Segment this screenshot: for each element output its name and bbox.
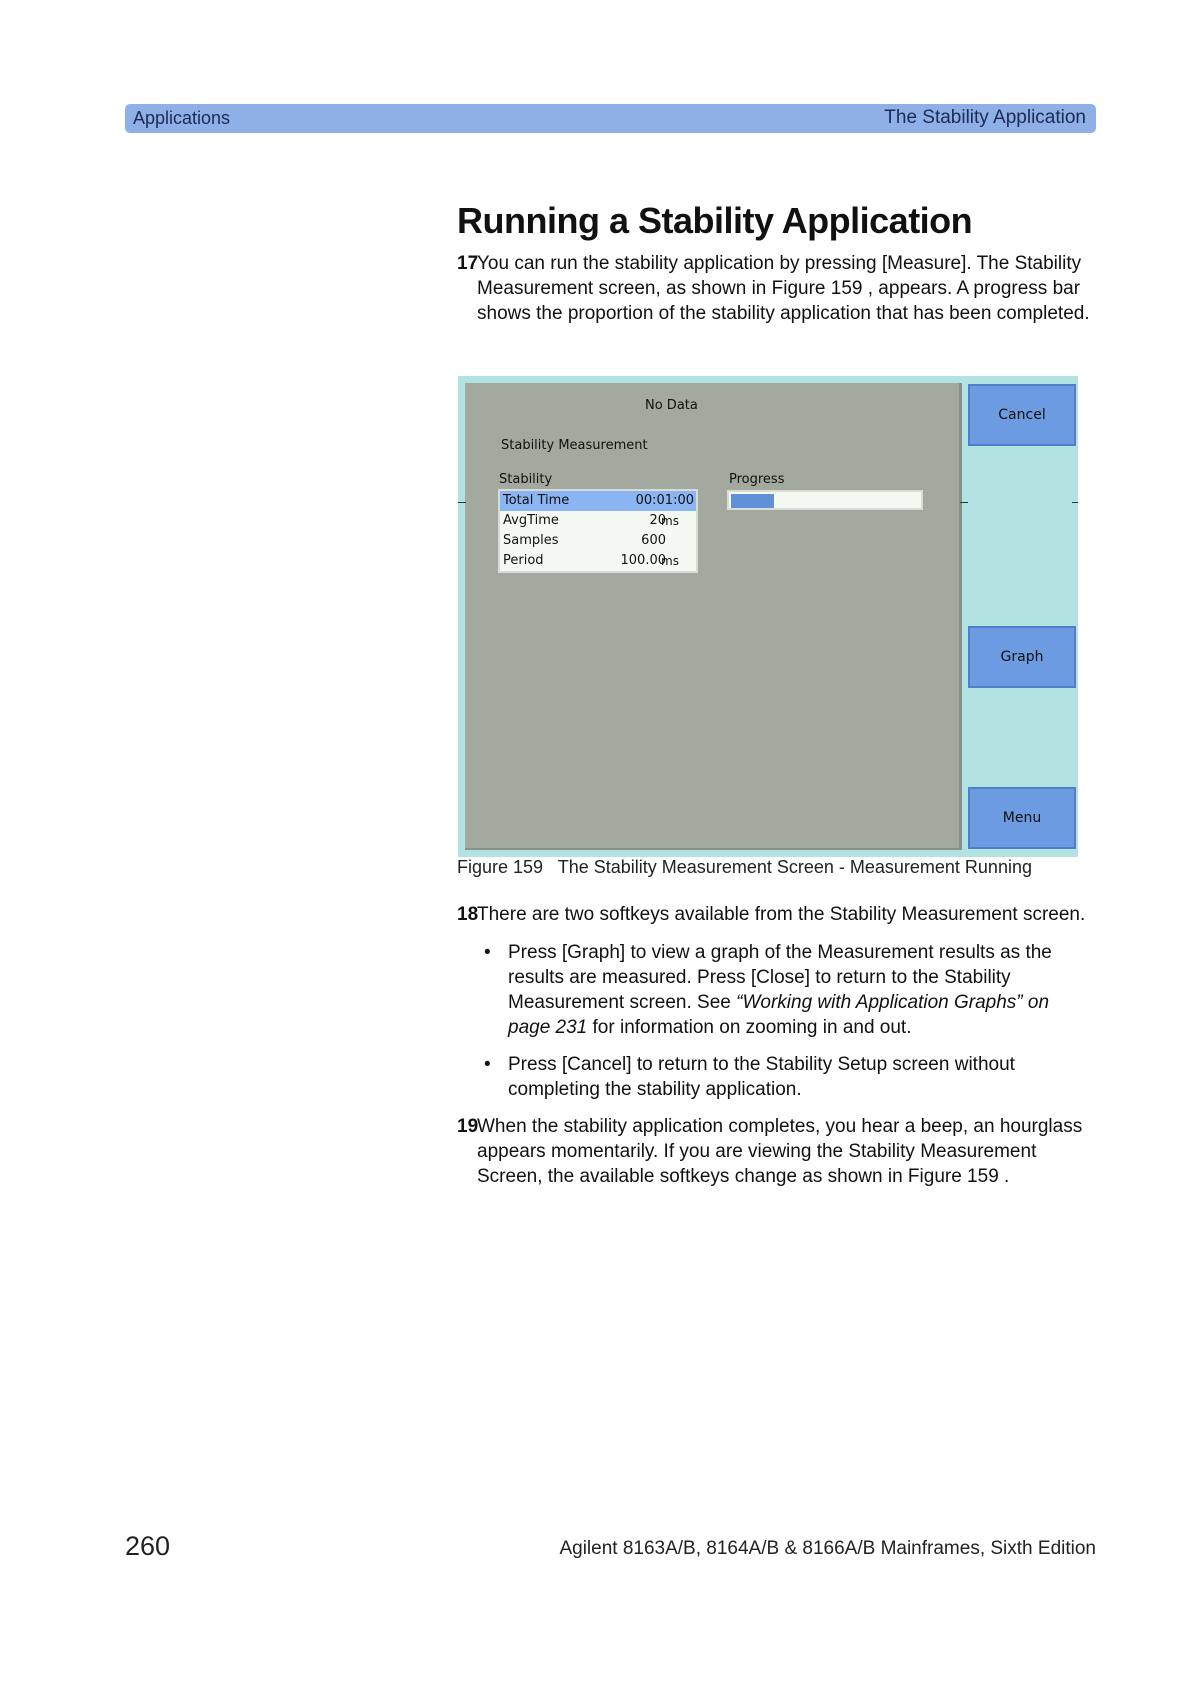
step-number: 18	[457, 904, 479, 925]
screen-edge-tick	[960, 502, 968, 503]
section-title: Running a Stability Application	[457, 200, 973, 241]
progress-bar	[727, 490, 923, 510]
screen-status-text: No Data	[645, 398, 698, 413]
figure-caption	[457, 857, 1032, 878]
param-value: 100.00	[620, 553, 666, 568]
graph-softkey[interactable]: Graph	[968, 626, 1076, 688]
step-text: You can run the stability application by pressing [Measure]. The Stability Measurement screen, as shown in Figure 159 , appears. A progress bar shows the proportion of the stability application that has been completed.	[477, 253, 1090, 324]
progress-bar-fill	[731, 494, 774, 508]
step-17	[457, 251, 1097, 326]
figure-caption-text: The Stability Measurement Screen - Measurement Running	[557, 857, 1032, 877]
stability-label: Stability	[499, 472, 553, 487]
param-key: Period	[503, 553, 544, 568]
figure-number: Figure 159	[457, 857, 544, 877]
page-number: 260	[125, 1531, 171, 1561]
param-key: Total Time	[503, 493, 570, 508]
step-18	[457, 902, 1097, 927]
stability-parameter-table	[498, 489, 698, 573]
table-row-avgtime[interactable]	[500, 511, 696, 531]
footer-publication-title: Agilent 8163A/B, 8164A/B & 8166A/B Mainframes, Sixth Edition	[559, 1538, 1096, 1559]
table-row-period[interactable]	[500, 551, 696, 571]
header-chapter-label: Applications	[133, 108, 231, 128]
param-unit: ms	[661, 554, 679, 568]
step-19	[457, 1114, 1097, 1189]
step-text: When the stability application completes, you hear a beep, an hourglass appears momentarily. If you are viewing the Stability Measurement Screen, the available softkeys change as shown in Figure 159 .	[477, 1116, 1083, 1187]
step-number: 19	[457, 1116, 479, 1137]
cancel-softkey[interactable]: Cancel	[968, 384, 1076, 446]
step-number: 17	[457, 253, 479, 274]
figure-stability-screen	[458, 376, 1078, 857]
screen-edge-tick	[1072, 502, 1078, 503]
table-row-samples[interactable]	[500, 531, 696, 551]
param-unit: ms	[661, 514, 679, 528]
header-section-label: The Stability Application	[884, 107, 1086, 128]
param-key: AvgTime	[503, 513, 559, 528]
page-header-bar	[125, 104, 1096, 133]
param-key: Samples	[503, 533, 559, 548]
step-text: There are two softkeys available from the Stability Measurement screen.	[477, 904, 1086, 925]
screen-title: Stability Measurement	[501, 438, 648, 453]
menu-softkey[interactable]: Menu	[968, 787, 1076, 849]
param-value: 20	[649, 513, 666, 528]
param-value: 600	[641, 533, 666, 548]
bullet-text-part: for information on zooming in and out.	[587, 1017, 912, 1038]
screen-edge-tick	[458, 502, 466, 503]
bullet-text	[484, 940, 1096, 1040]
bullet-graph	[484, 940, 1096, 1040]
bullet-text-part: Press [Graph] to view a graph of the Measurement results as the results are measured. Press [Close] to return to the Stability Measurement screen. See	[508, 942, 1052, 1013]
table-row-total-time[interactable]	[500, 491, 696, 511]
cross-reference-link[interactable]: “Working with Application Graphs” on page 231	[508, 992, 1050, 1038]
param-value: 00:01:00	[635, 493, 694, 508]
progress-label: Progress	[729, 472, 785, 487]
instrument-screen	[465, 383, 962, 850]
bullet-icon: •	[484, 942, 491, 963]
bullet-cancel	[484, 1052, 1096, 1102]
bullet-text: Press [Cancel] to return to the Stability Setup screen without completing the stability application.	[508, 1054, 1015, 1100]
bullet-icon: •	[484, 1054, 491, 1075]
